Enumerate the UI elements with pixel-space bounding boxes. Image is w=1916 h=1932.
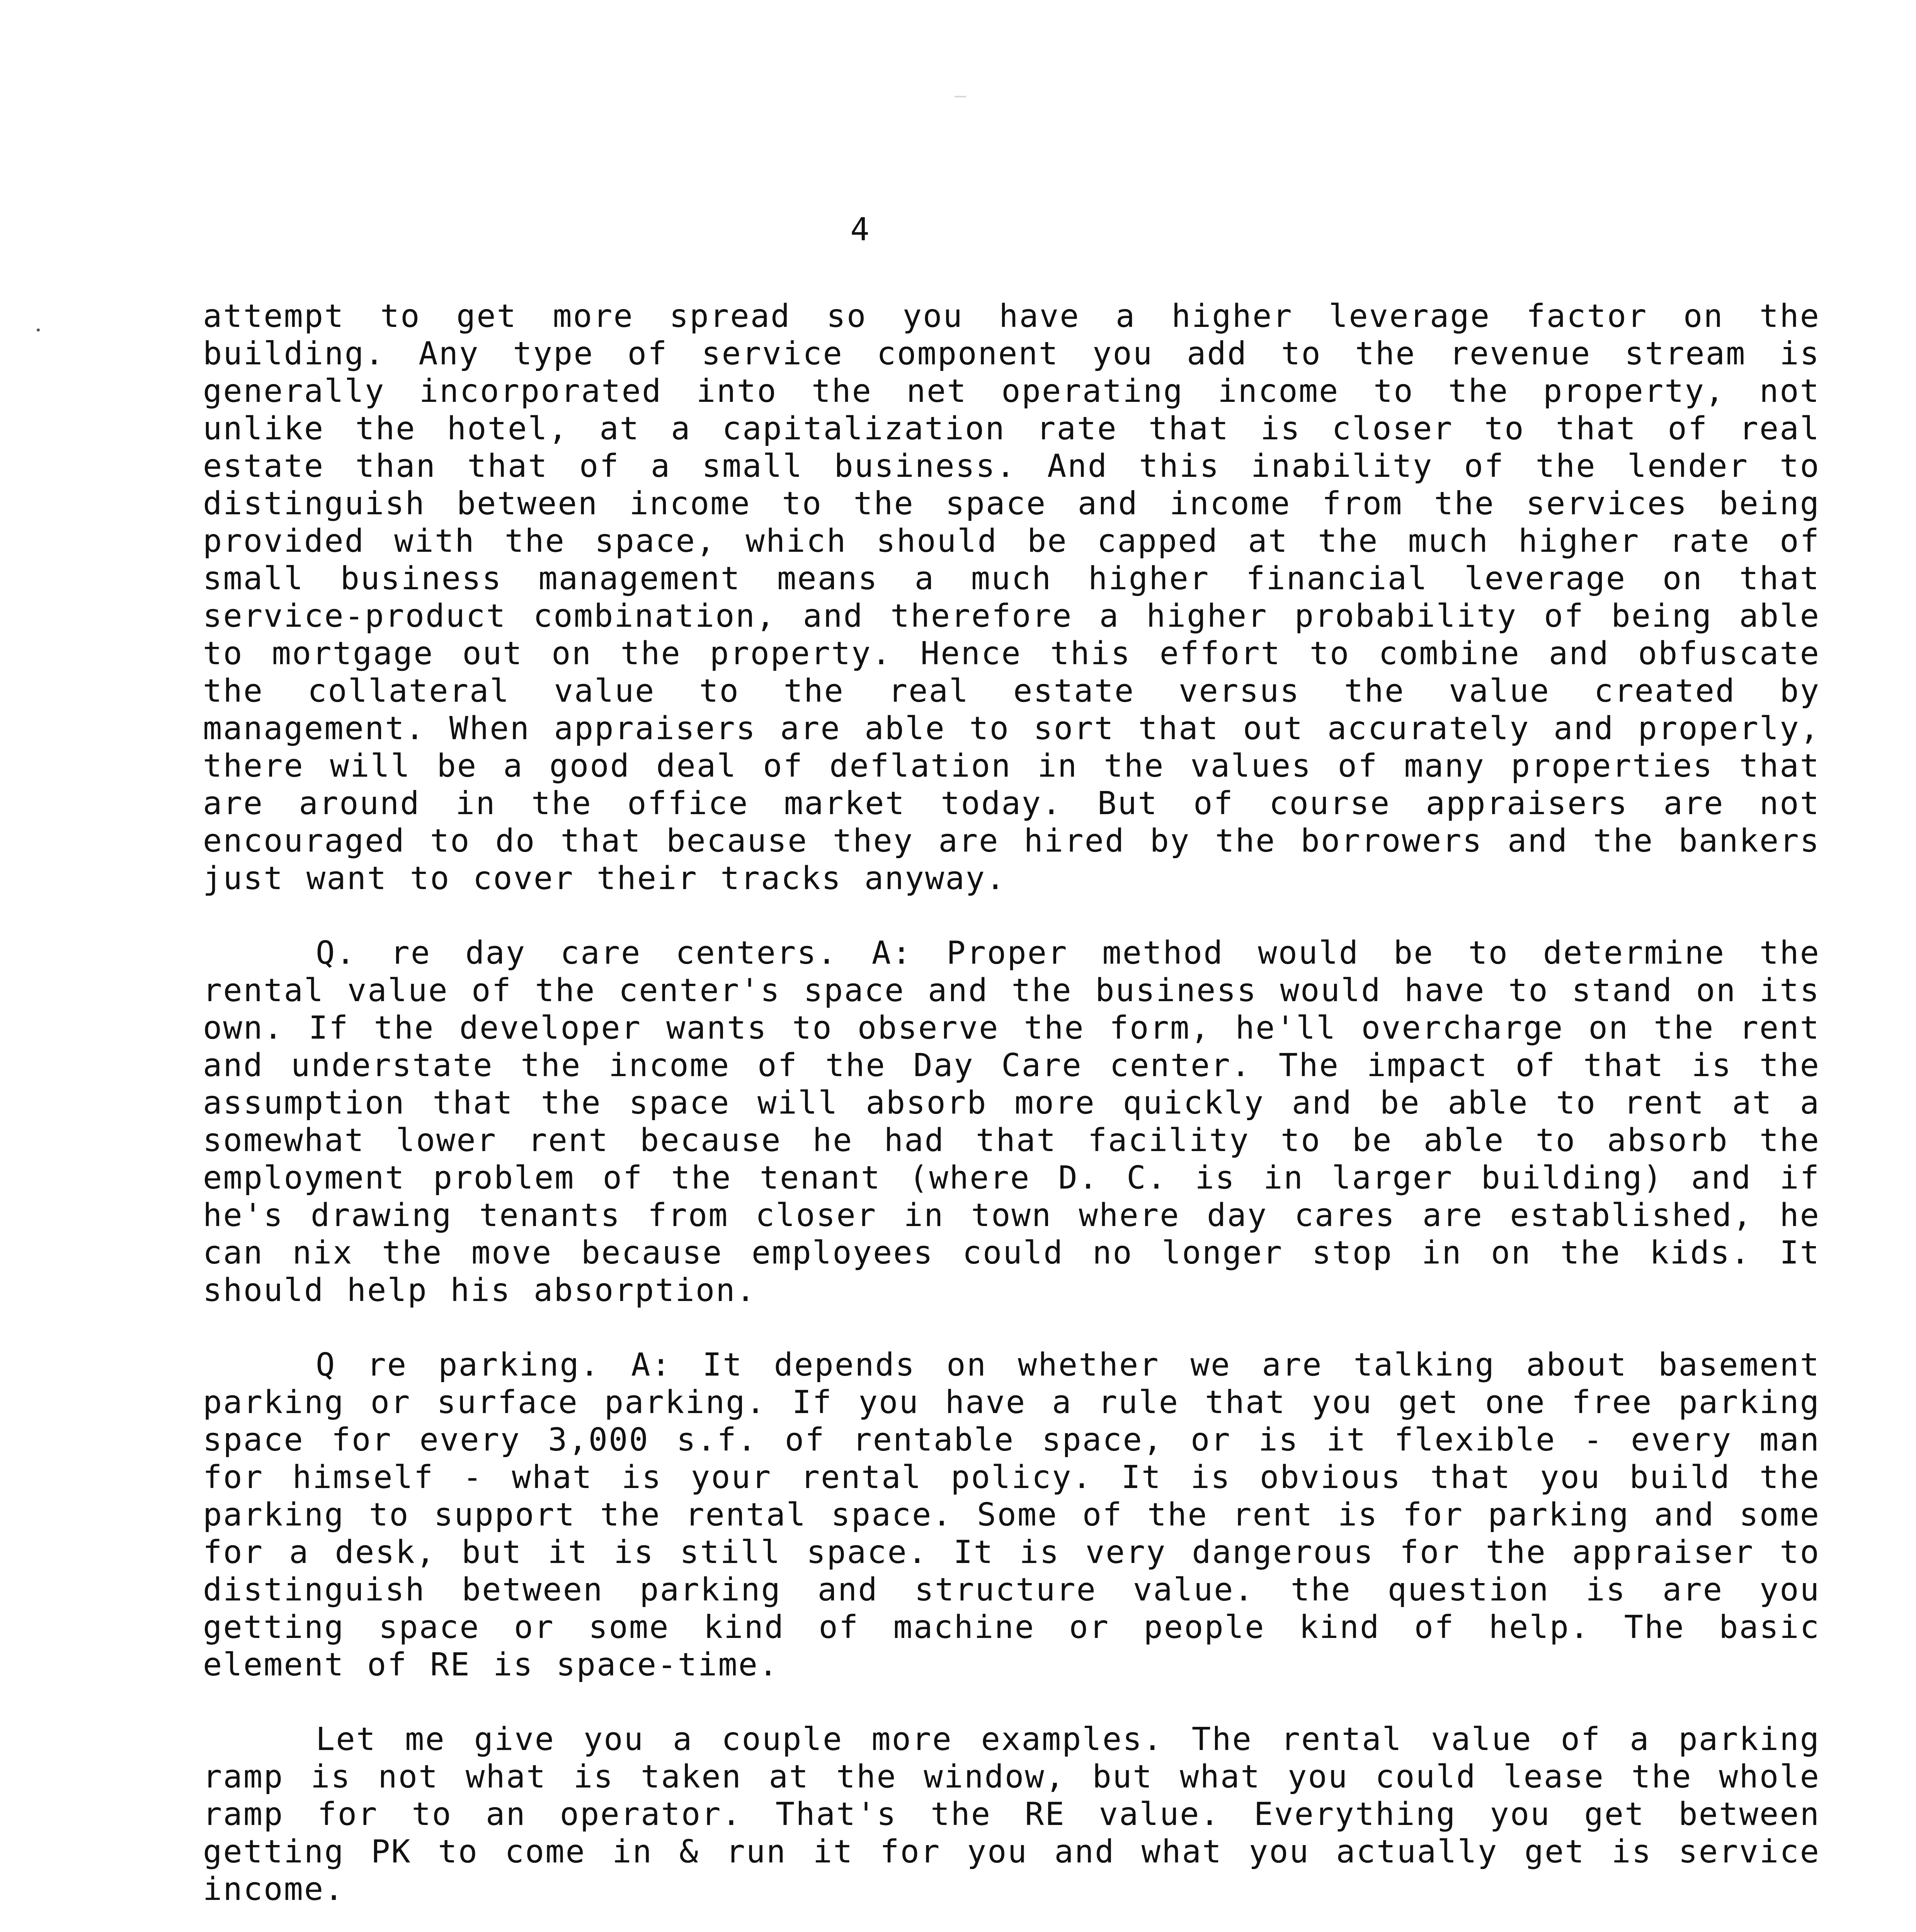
- page-number: 4: [850, 211, 870, 248]
- body-text: [203, 298, 1820, 1932]
- paragraph-day-care: Q. re day care centers. A: Proper method would be to determine the rental value of the center's space and the business would have to stand on its own. If the developer wants to observe the form, he'll overcharge on the rent and understate the income of the Day Care center. The impact of that is the assumption that the space will absorb more quickly and be able to rent at a somewhat lower rent because he had that facility to be able to absorb the employment problem of the tenant (where D. C. is in larger building) and if he's drawing tenants from closer in town where day cares are established, he can nix the move because employees could no longer stop in on the kids. It should help his absorption.: [203, 935, 1820, 1309]
- paragraph-continuation: attempt to get more spread so you have a higher leverage factor on the building. Any type of service component you add to the revenue stream is generally incorporated into the net operating income to the property, not unlike the hotel, at a capitalization rate that is closer to that of real estate than that of a small business. And this inability of the lender to distinguish between income to the space and income from the services being provided with the space, which should be capped at the much higher rate of small business management means a much higher financial leverage on that service-product combination, and therefore a higher probability of being able to mortgage out on the property. Hence this effort to combine and obfuscate the collateral value to the real estate versus the value created by management. When appraisers are able to sort that out accurately and properly, there will be a good deal of deflation in the values of many properties that are around in the office market today. But of course appraisers are not encouraged to do that because they are hired by the borrowers and the bankers just want to cover their tracks anyway.: [203, 298, 1820, 897]
- margin-mark: [37, 328, 40, 332]
- paragraph-parking: Q re parking. A: It depends on whether we are talking about basement parking or surface parking. If you have a rule that you get one free parking space for every 3,000 s.f. of rentable space, or is it flexible - every man for himself - what is your rental policy. It is obvious that you build the parking to support the rental space. Some of the rent is for parking and some for a desk, but it is still space. It is very dangerous for the appraiser to distinguish between parking and structure value. the question is are you getting space or some kind of machine or people kind of help. The basic element of RE is space-time.: [203, 1347, 1820, 1683]
- scan-mark: [955, 96, 966, 97]
- paragraph-parking-ramp: Let me give you a couple more examples. The rental value of a parking ramp is not what is taken at the window, but what you could lease the whole ramp for to an operator. That's the RE value. Everything you get between getting PK to come in & run it for you and what you actually get is service income.: [203, 1721, 1820, 1908]
